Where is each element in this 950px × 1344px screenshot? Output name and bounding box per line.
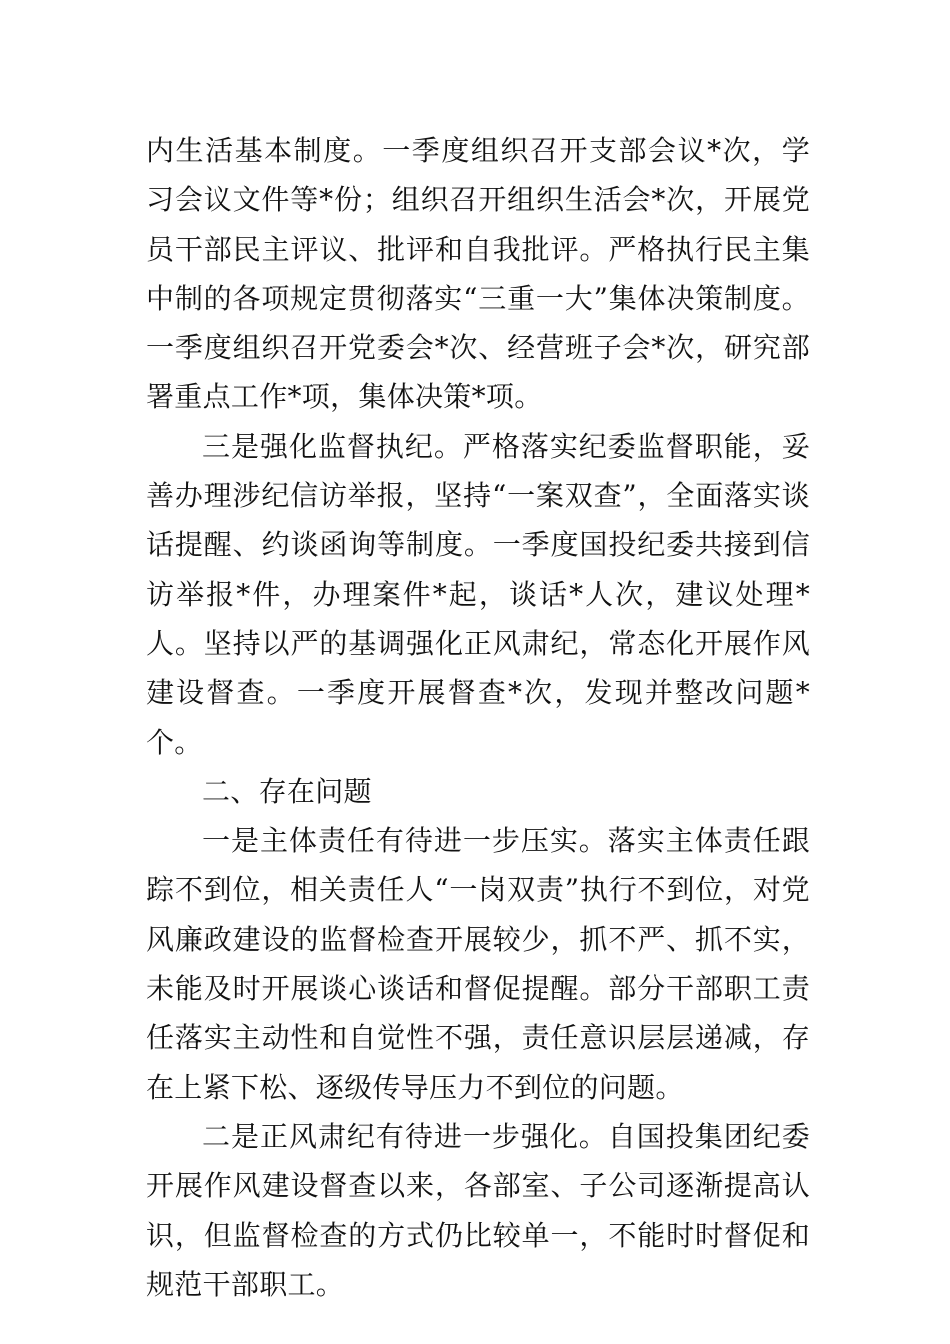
document-page: [146, 126, 810, 1309]
paragraph-strengthen-supervision: 三是强化监督执纪。严格落实纪委监督职能，妥善办理涉纪信访举报，坚持“一案双查”，全面落实谈话提醒、约谈函询等制度。一季度国投纪委共接到信访举报*件，办理案件*起，谈话*人次，建议处理*人。坚持以严的基调强化正风肃纪，常态化开展作风建设督查。一季度开展督查*次，发现并整改问题*个。: [146, 429, 810, 759]
paragraph-main-responsibility: 一是主体责任有待进一步压实。落实主体责任跟踪不到位，相关责任人“一岗双责”执行不到位，对党风廉政建设的监督检查开展较少，抓不严、抓不实，未能及时开展谈心谈话和督促提醒。部分干部职工责任落实主动性和自觉性不强，责任意识层层递减，存在上紧下松、逐级传导压力不到位的问题。: [146, 824, 810, 1104]
paragraph-continuation: 内生活基本制度。一季度组织召开支部会议*次，学习会议文件等*份；组织召开组织生活会*次，开展党员干部民主评议、批评和自我批评。严格执行民主集中制的各项规定贯彻落实“三重一大”集体决策制度。一季度组织召开党委会*次、经营班子会*次，研究部署重点工作*项，集体决策*项。: [146, 134, 810, 414]
paragraph-discipline-rectification: 二是正风肃纪有待进一步强化。自国投集团纪委开展作风建设督查以来，各部室、子公司逐渐提高认识，但监督检查的方式仍比较单一，不能时时督促和规范干部职工。: [146, 1119, 810, 1301]
section-heading-existing-problems: 二、存在问题: [202, 774, 372, 808]
